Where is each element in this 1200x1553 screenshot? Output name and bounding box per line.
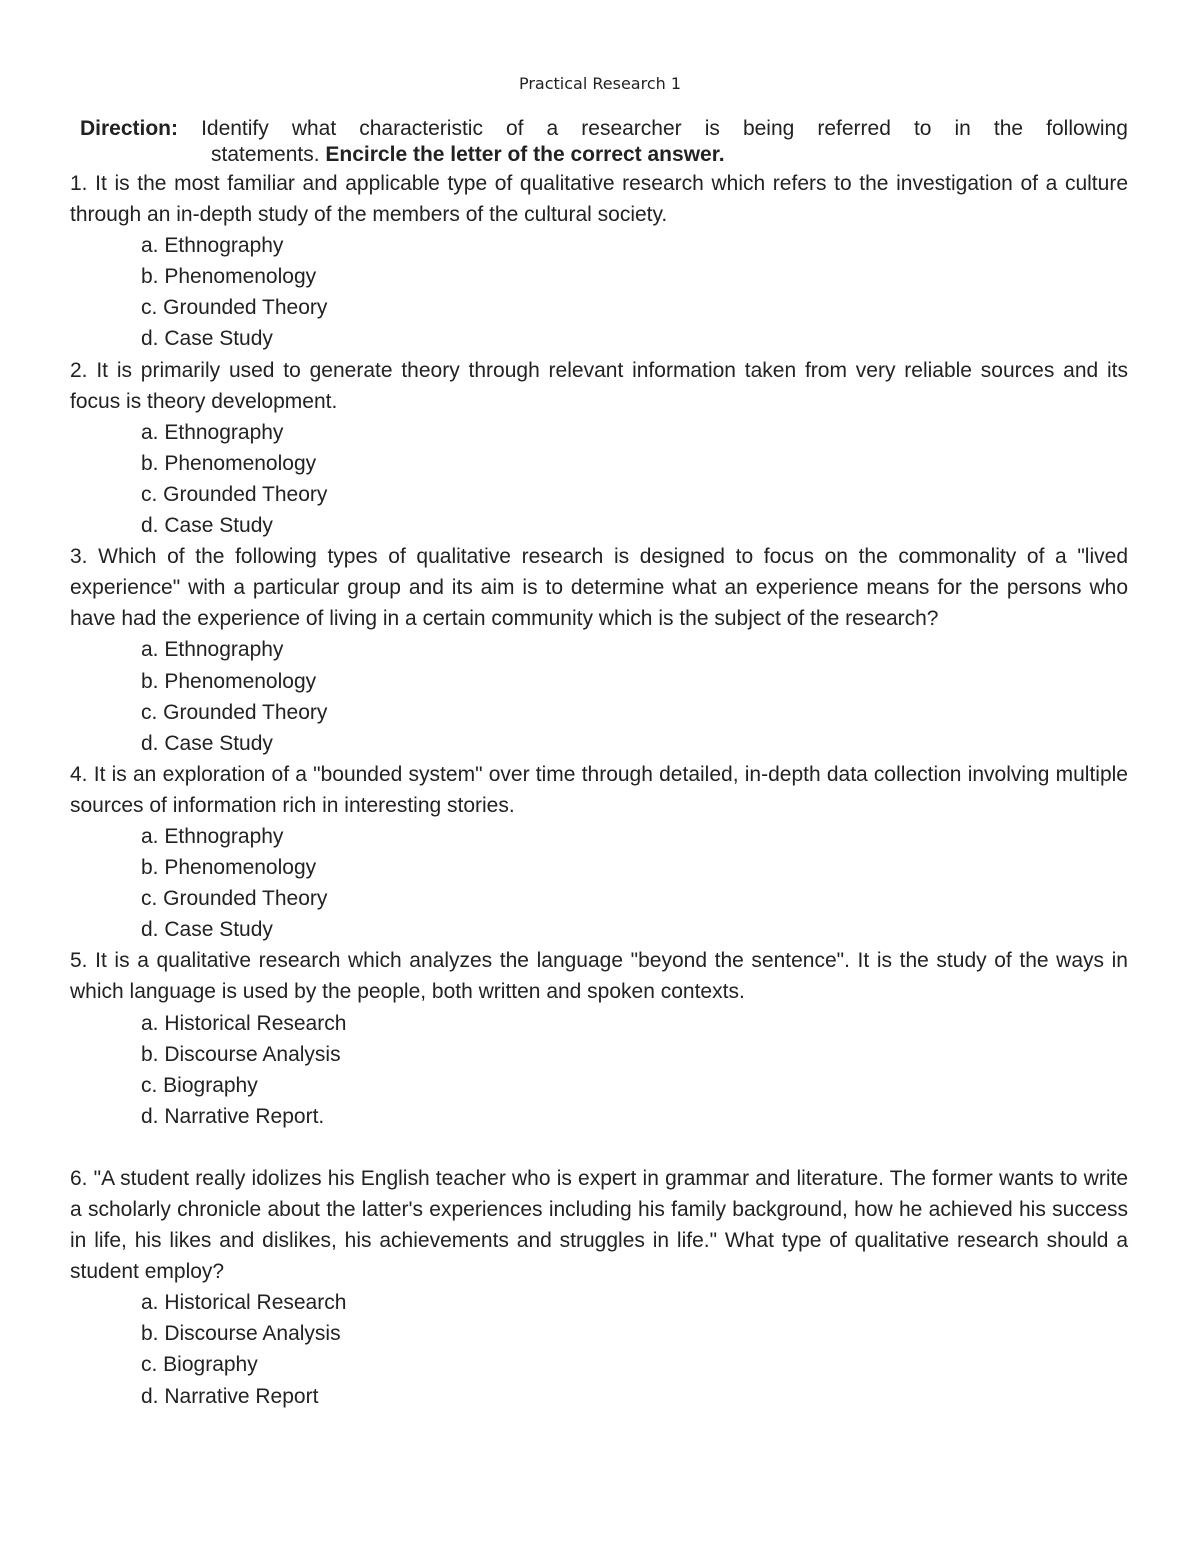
question-text: 5. It is a qualitative research which analyzes the language "beyond the sentence". It is the study of the ways in which language is used by the people, both written and spoken contexts. [70, 949, 1128, 1004]
direction-word: a [546, 117, 559, 140]
option-c[interactable]: c. Grounded Theory [141, 296, 328, 320]
question-text: 1. It is the most familiar and applicable type of qualitative research which refers to the investigation of a culture through an in-depth study of the members of the cultural society. [70, 172, 1128, 227]
option-d[interactable]: d. Narrative Report. [141, 1104, 325, 1128]
option-b[interactable]: b. Phenomenology [141, 451, 317, 475]
option-c[interactable]: c. Grounded Theory [141, 482, 328, 506]
option-d[interactable]: d. Narrative Report [141, 1384, 319, 1408]
option-a[interactable]: a. Historical Research [141, 1291, 347, 1315]
questions-list [70, 168, 1128, 1412]
direction-word: researcher [581, 117, 682, 140]
option-d[interactable]: d. Case Study [141, 918, 273, 942]
direction-instruction: Encircle the letter of the correct answer. [325, 143, 725, 166]
direction-word: the [993, 117, 1024, 140]
direction-word: following [1046, 117, 1128, 140]
option-d[interactable]: d. Case Study [141, 514, 273, 538]
page-header-title: Practical Research 1 [518, 74, 682, 93]
direction-word: of [505, 117, 524, 140]
direction-label: Direction: [80, 117, 179, 140]
option-a[interactable]: a. Ethnography [141, 638, 284, 662]
question-text: 2. It is primarily used to generate theory through relevant information taken from very reliable sources and its focus is theory development. [70, 358, 1128, 413]
direction-text: statements. [211, 143, 320, 166]
direction-line-1 [70, 116, 1128, 142]
option-b[interactable]: b. Phenomenology [141, 856, 317, 880]
direction-word: what [291, 117, 337, 140]
direction-word: Identify [201, 117, 269, 140]
direction-block [70, 116, 1128, 168]
option-list [70, 1008, 1128, 1132]
option-a[interactable]: a. Ethnography [141, 824, 284, 848]
option-a[interactable]: a. Historical Research [141, 1011, 347, 1035]
option-b[interactable]: b. Discourse Analysis [141, 1042, 341, 1066]
option-list [70, 230, 1128, 354]
option-b[interactable]: b. Phenomenology [141, 265, 317, 289]
option-c[interactable]: c. Biography [141, 1073, 258, 1097]
option-a[interactable]: a. Ethnography [141, 234, 284, 258]
option-c[interactable]: c. Grounded Theory [141, 700, 328, 724]
option-b[interactable]: b. Discourse Analysis [141, 1322, 341, 1346]
blank-line [70, 1132, 1128, 1163]
option-list [70, 1287, 1128, 1411]
direction-word: referred [817, 117, 891, 140]
option-d[interactable]: d. Case Study [141, 731, 273, 755]
option-list [70, 821, 1128, 945]
direction-line-2 [70, 142, 1128, 168]
option-b[interactable]: b. Phenomenology [141, 669, 317, 693]
direction-word: in [954, 117, 971, 140]
question-text: 4. It is an exploration of a "bounded system" over time through detailed, in-depth data collection involving multiple sources of information rich in interesting stories. [70, 762, 1128, 817]
option-list [70, 634, 1128, 758]
option-d[interactable]: d. Case Study [141, 327, 273, 351]
question-text: 6. "A student really idolizes his English teacher who is expert in grammar and literature. The former wants to write a scholarly chronicle about the latter's experiences including his family background, how he achieved his success in life, his likes and dislikes, his achievements and struggles in life." What type of qualitative research should a student employ? [70, 1166, 1128, 1284]
direction-word: is [704, 117, 720, 140]
direction-word: to [913, 117, 932, 140]
option-a[interactable]: a. Ethnography [141, 420, 284, 444]
direction-word: being [742, 117, 795, 140]
option-list [70, 417, 1128, 541]
option-c[interactable]: c. Biography [141, 1353, 258, 1377]
option-c[interactable]: c. Grounded Theory [141, 887, 328, 911]
question-text: 3. Which of the following types of qualitative research is designed to focus on the commonality of a "lived experience" with a particular group and its aim is to determine what an experience means for the persons who have had the experience of living in a certain community which is the subject of the research? [70, 545, 1128, 631]
direction-word: characteristic [359, 117, 483, 140]
